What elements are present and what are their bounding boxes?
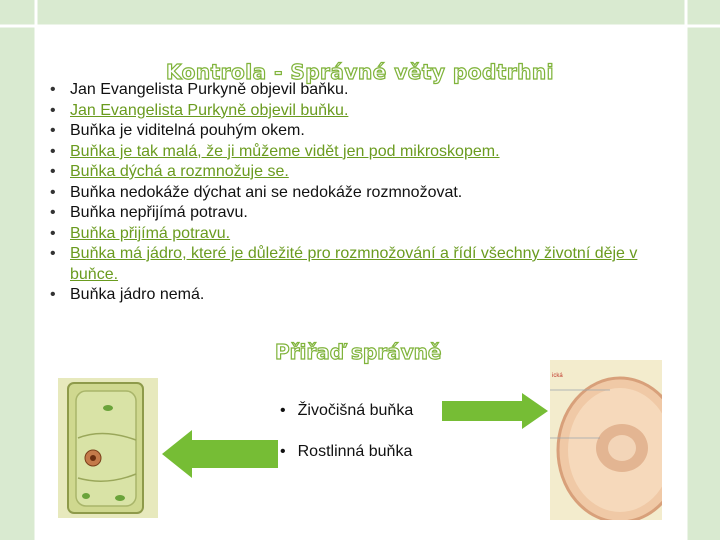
bullet: • [50, 142, 56, 160]
statement-text: Buňka jádro nemá. [70, 286, 205, 303]
statement-item[interactable] [50, 285, 670, 306]
bullet: • [50, 101, 56, 119]
statement-item[interactable] [50, 101, 670, 122]
answer-animal-cell[interactable] [280, 402, 413, 420]
statement-item[interactable] [50, 80, 670, 101]
statement-item[interactable] [50, 183, 670, 204]
answer-label: Živočišná buňka [297, 402, 414, 419]
bullet: • [50, 286, 56, 303]
answer-label: Rostlinná buňka [297, 443, 413, 460]
bullet: • [50, 122, 56, 139]
statement-text: Buňka nedokáže dýchat ani se nedokáže rozmnožovat. [70, 183, 463, 201]
bullet: • [50, 204, 56, 221]
statement-item[interactable] [50, 162, 670, 183]
match-heading: Přiřaď správně [275, 340, 442, 364]
statement-text: Buňka přijímá potravu. [70, 224, 231, 242]
arrow-left-icon [160, 430, 280, 478]
statement-text: Buňka je viditelná pouhým okem. [70, 122, 305, 139]
answer-plant-cell[interactable] [280, 443, 412, 461]
bullet: • [50, 183, 56, 201]
bullet: • [280, 443, 286, 460]
animal-cell-image [550, 360, 662, 520]
image-label: ická [552, 373, 563, 379]
statement-item[interactable] [50, 142, 670, 163]
statement-text: Buňka má jádro, které je důležité pro rozmnožování a řídí všechny životní děje v buňce. [70, 245, 638, 283]
statement-text: Jan Evangelista Purkyně objevil baňku. [70, 81, 349, 98]
statement-item[interactable] [50, 121, 670, 142]
bullet: • [50, 245, 56, 262]
arrow-right-icon [440, 393, 552, 429]
statement-text: Buňka nepřijímá potravu. [70, 204, 248, 221]
statement-text: Jan Evangelista Purkyně objevil buňku. [70, 101, 349, 119]
plant-cell-image [58, 378, 158, 518]
statement-list [50, 80, 670, 306]
slide-title: Kontrola - Správné věty podtrhni [165, 60, 555, 84]
bullet: • [50, 163, 56, 180]
statement-item[interactable] [50, 203, 670, 224]
statement-item[interactable] [50, 244, 670, 285]
statement-text: Buňka je tak malá, že ji můžeme vidět jen pod mikroskopem. [70, 142, 500, 160]
bullet: • [50, 224, 56, 242]
bullet: • [50, 81, 56, 98]
bullet: • [280, 402, 286, 419]
statement-text: Buňka dýchá a rozmnožuje se. [70, 163, 289, 180]
statement-item[interactable] [50, 224, 670, 245]
